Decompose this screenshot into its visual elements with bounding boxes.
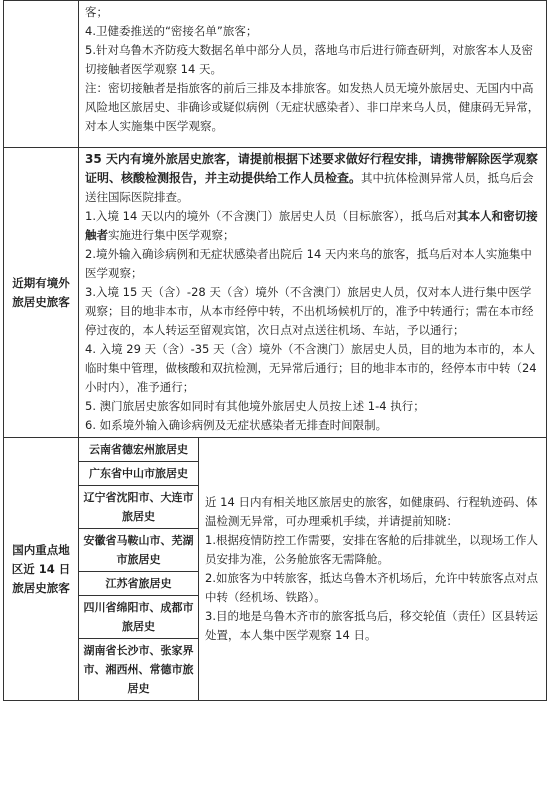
region-item: 广东省中山市旅居史 (79, 462, 199, 486)
region-item: 云南省德宏州旅居史 (79, 438, 199, 462)
policy-line-0: 近 14 日内有相关地区旅居史的旅客，如健康码、行程轨迹码、体温检测无异常，可办理乘机手续，并请提前知晓： (205, 495, 538, 528)
overseas-intro-rest: 其中抗体检测异常人员，抵乌后会送往国际医院排查。 (85, 171, 534, 204)
overseas-intro (85, 150, 541, 207)
top-row-label (4, 1, 79, 148)
item1-pre: 1.入境 14 天以内的境外（不含澳门）旅居史人员（目标旅客），抵乌后对 (85, 209, 458, 223)
top-line-2: 5.针对乌鲁木齐防疫大数据名单中部分人员，落地乌市后进行筛查研判，对旅客本人及密切接触者医学观察 14 天。 (85, 43, 533, 76)
overseas-row (4, 148, 547, 438)
overseas-content (79, 148, 547, 438)
policy-line-3: 3.目的地是乌鲁木齐市的旅客抵乌后，移交轮值（责任）区县转运处置，本人集中医学观察 14 日。 (205, 609, 538, 642)
domestic-content (79, 438, 547, 701)
overseas-item-3: 3.入境 15 天（含）-28 天（含）境外（不含澳门）旅居史人员，仅对本人进行集中医学观察；目的地非本市，从本市经停中转，不出机场候机厅的，准予中转通行；需在本市经停过夜的，本人转运至留观宾馆，次日点对点送往机场、车站，予以通行； (85, 285, 534, 337)
overseas-item-4: 4. 入境 29 天（含）-35 天（含）境外（不含澳门）旅居史人员，目的地为本市的，本人临时集中管理，做核酸和双抗检测，无异常后通行；目的地非本市的，经停本市中转（24 小时内），准予通行； (85, 342, 537, 394)
item1-bold: 其本人和密切接触者 (85, 209, 538, 242)
policy-line-1: 1.根据疫情防控工作需要，安排在客舱的后排就坐，以现场工作人员安排为准，公务舱旅客无需降舱。 (205, 533, 538, 566)
domestic-subtable (79, 438, 546, 700)
overseas-item-5: 5. 澳门旅居史旅客如同时有其他境外旅居史人员按上述 1-4 执行； (85, 399, 425, 413)
region-item: 四川省绵阳市、成都市旅居史 (79, 596, 199, 639)
policy-line-2: 2.如旅客为中转旅客，抵达乌鲁木齐机场后，允许中转旅客点对点中转（经机场、铁路）。 (205, 571, 538, 604)
region-item: 江苏省旅居史 (79, 572, 199, 596)
top-line-3: 注：密切接触者是指旅客的前后三排及本排旅客。如发热人员无境外旅居史、无国内中高风险地区旅居史、非确诊或疑似病例（无症状感染者）、非口岸来乌人员，健康码无异常，对本人实施集中医学观察。 (85, 81, 540, 133)
region-item: 安徽省马鞍山市、芜湖市旅居史 (79, 529, 199, 572)
region-list (79, 438, 199, 700)
overseas-label: 近期有境外旅居史旅客 (4, 148, 79, 438)
region-item: 辽宁省沈阳市、大连市旅居史 (79, 486, 199, 529)
top-row (4, 1, 547, 148)
domestic-label: 国内重点地区近 14 日旅居史旅客 (4, 438, 79, 701)
top-line-1: 4.卫健委推送的“密接名单”旅客； (85, 24, 258, 38)
domestic-row (4, 438, 547, 701)
top-line-0: 客； (85, 5, 108, 19)
overseas-item-6: 6. 如系境外输入确诊病例及无症状感染者无排查时间限制。 (85, 418, 388, 432)
overseas-item-1 (85, 207, 541, 245)
item1-post: 实施进行集中医学观察； (108, 228, 235, 242)
overseas-intro-bold: 35 天内有境外旅居史旅客，请提前根据下述要求做好行程安排，请携带解除医学观察证明、核酸检测报告，并主动提供给工作人员检查。 (85, 152, 538, 185)
policy-table (3, 0, 547, 701)
domestic-policy (199, 438, 546, 700)
region-item: 湖南省长沙市、张家界市、湘西州、常德市旅居史 (79, 639, 199, 700)
overseas-item-2: 2.境外输入确诊病例和无症状感染者出院后 14 天内来乌的旅客，抵乌后对本人实施集中医学观察； (85, 247, 532, 280)
top-row-content (79, 1, 547, 148)
